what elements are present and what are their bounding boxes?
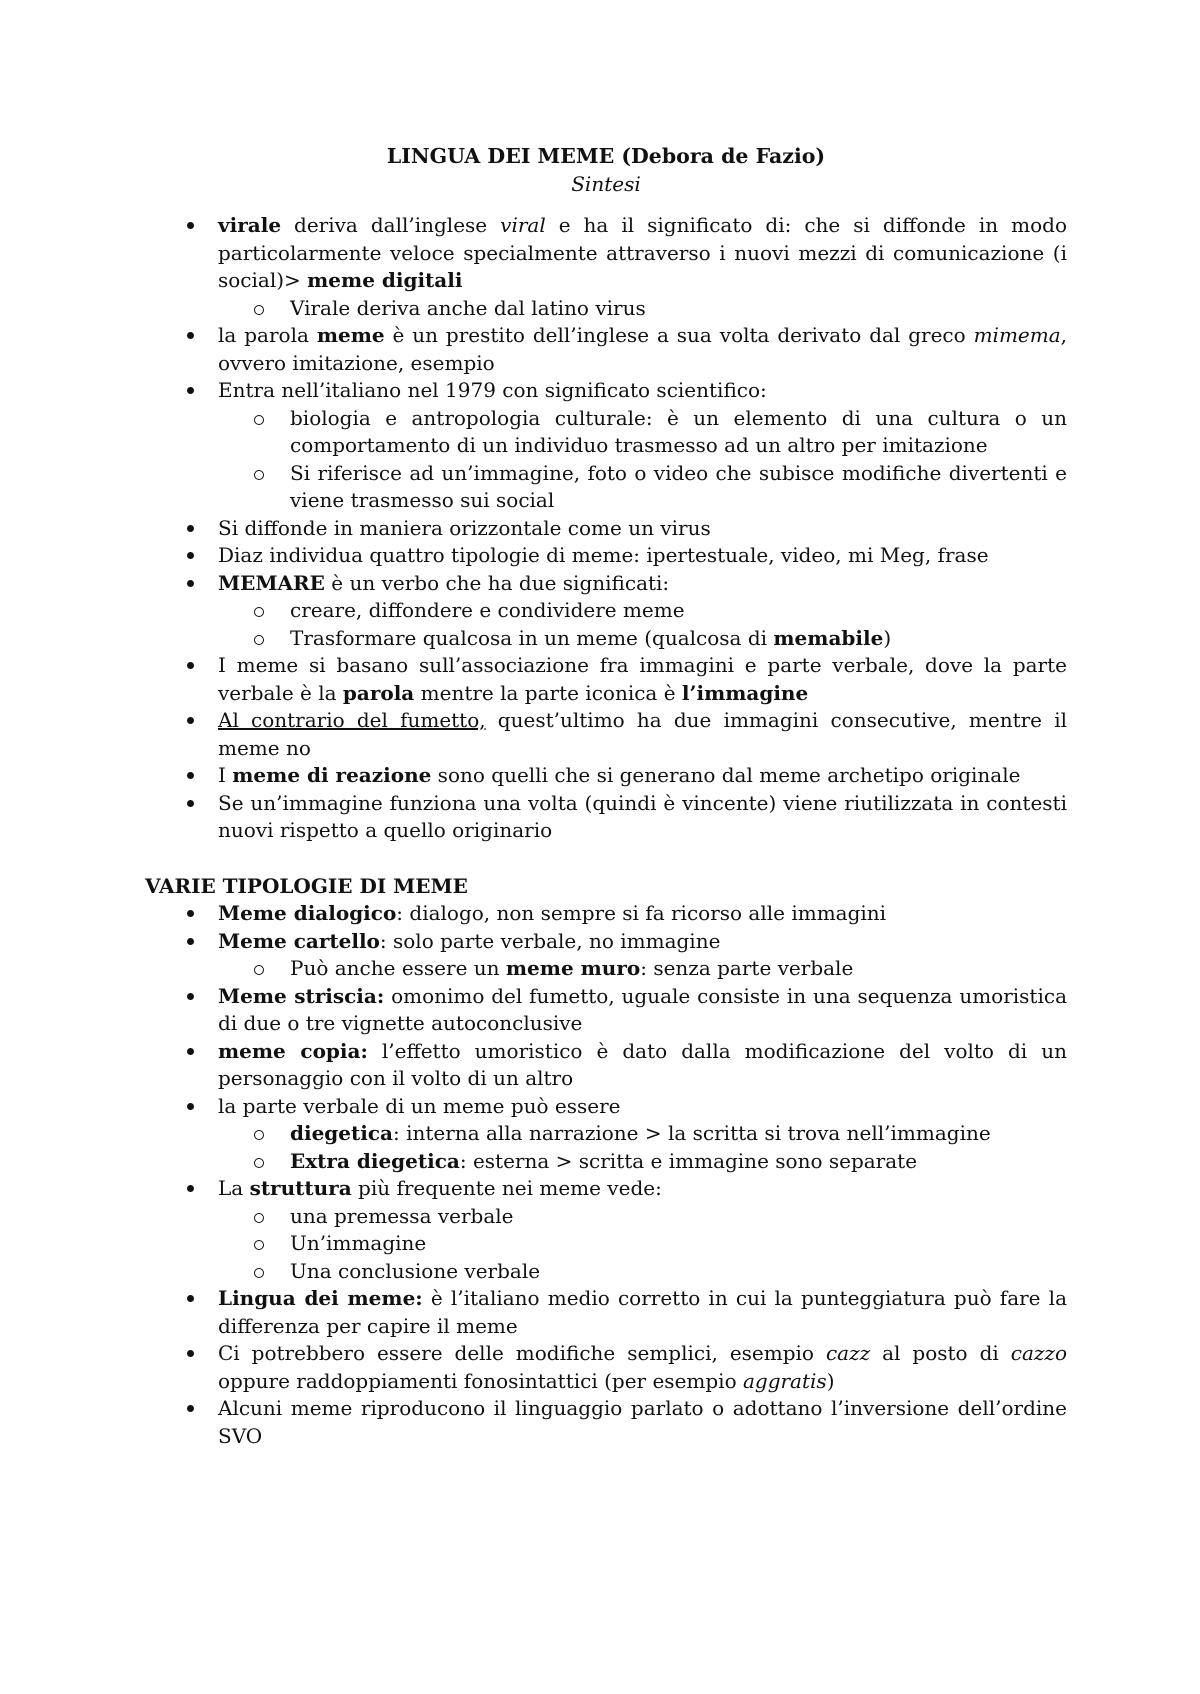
list-item <box>145 570 1067 653</box>
sub-list <box>217 1120 1067 1175</box>
sub-list-item: Una conclusione verbale <box>217 1258 1067 1286</box>
keyword: parola <box>342 680 415 705</box>
text: mentre la parte iconica è <box>414 680 682 705</box>
sub-list-item: Un’immagine <box>217 1230 1067 1258</box>
verbal-structure-list <box>145 1093 1067 1451</box>
list-item <box>145 983 1067 1038</box>
sub-list <box>217 1203 1067 1286</box>
keyword: meme muro <box>505 956 641 980</box>
italic-term: cazzo <box>1010 1341 1067 1365</box>
text: deriva dall’inglese <box>281 213 501 237</box>
text: omonimo del fumetto, uguale consiste in una sequenza umoristica di due o tre vignette autoconclusive <box>218 983 1067 1035</box>
text: Entra nell’italiano nel 1979 con significato scientifico: <box>218 378 767 402</box>
text: : solo parte verbale, no immagine <box>379 928 721 953</box>
sub-list <box>217 295 1067 323</box>
text: Può anche essere un <box>290 956 506 980</box>
text: ) <box>826 1368 835 1393</box>
text: Ci potrebbero essere delle modifiche semplici, esempio <box>218 1341 826 1365</box>
intro-list <box>145 212 1067 845</box>
list-item <box>145 707 1067 762</box>
list-item <box>145 212 1067 322</box>
document-content <box>145 143 1067 1450</box>
text: : senza parte verbale <box>640 956 854 980</box>
text: più frequente nei meme vede: <box>351 1176 662 1200</box>
text: La <box>218 1176 250 1200</box>
text: I <box>218 763 233 787</box>
list-item <box>145 377 1067 515</box>
keyword: Meme dialogico <box>218 901 397 925</box>
text: l’effetto umoristico è dato dalla modificazione del volto di un personaggio con il volto di un altro <box>218 1038 1067 1090</box>
list-item <box>145 1285 1067 1340</box>
keyword: meme di reazione <box>232 763 432 787</box>
sub-list-item: Si riferisce ad un’immagine, foto o video che subisce modifiche divertenti e viene trasmesso sui social <box>217 460 1067 515</box>
text: Trasformare qualcosa in un meme (qualcosa di <box>290 625 774 650</box>
italic-term: cazz <box>825 1341 871 1365</box>
text: e ha il significato di: che si diffonde in modo particolarmente veloce specialmente attraverso i nuovi mezzi di comunicazione (i social)> <box>218 213 1067 292</box>
sub-list-item: creare, diffondere e condividere meme <box>217 597 1067 625</box>
keyword: Meme cartello <box>218 928 380 953</box>
page-title: LINGUA DEI MEME (Debora de Fazio) <box>386 144 826 168</box>
text: : dialogo, non sempre si fa ricorso alle immagini <box>396 901 887 925</box>
list-item: Se un’immagine funziona una volta (quindi è vincente) viene riutilizzata in contesti nuovi rispetto a quello originario <box>145 790 1067 845</box>
text: ) <box>883 625 892 650</box>
page-subtitle: Sintesi <box>571 171 641 196</box>
list-item <box>145 1175 1067 1285</box>
keyword: l’immagine <box>681 680 809 705</box>
sub-list-item <box>217 625 1067 653</box>
text: : interna alla narrazione > la scritta si trova nell’immagine <box>393 1121 991 1145</box>
text: al posto di <box>870 1341 1011 1365</box>
list-item <box>145 1093 1067 1176</box>
list-item: Si diffonde in maniera orizzontale come un virus <box>145 515 1067 543</box>
sub-list-item: Virale deriva anche dal latino virus <box>217 295 1067 323</box>
text: I meme si basano sull’associazione fra immagini e parte verbale, dove la parte verbale è la <box>218 653 1067 705</box>
keyword: Lingua dei meme: <box>218 1286 423 1310</box>
sub-list-item: biologia e antropologia culturale: è un elemento di una cultura o un comportamento di un individuo trasmesso ad un altro per imitazione <box>217 405 1067 460</box>
sub-list-item <box>217 955 1067 983</box>
text: oppure raddoppiamenti fonosintattici (per esempio <box>218 1368 743 1393</box>
text: la parte verbale di un meme può essere <box>218 1093 621 1118</box>
keyword: Meme striscia: <box>218 983 385 1008</box>
keyword: meme copia: <box>218 1038 368 1063</box>
italic-term: aggratis <box>742 1368 827 1393</box>
italic-term: viral <box>500 213 546 237</box>
sub-list-item <box>217 1148 1067 1176</box>
text: la parola <box>218 323 317 347</box>
list-item <box>145 1340 1067 1395</box>
keyword: MEMARE <box>218 570 325 595</box>
text: è un verbo che ha due significati: <box>324 570 670 595</box>
text: è un prestito dell’inglese a sua volta derivato dal greco <box>384 323 974 347</box>
section-heading: VARIE TIPOLOGIE DI MEME <box>145 873 468 898</box>
keyword: diegetica <box>290 1121 393 1145</box>
keyword: memabile <box>773 625 884 650</box>
list-item <box>145 652 1067 707</box>
list-item <box>145 322 1067 377</box>
list-item <box>145 928 1067 983</box>
underlined-text: Al contrario del fumetto, <box>218 708 486 732</box>
list-item <box>145 1038 1067 1093</box>
text: sono quelli che si generano dal meme archetipo originale <box>431 763 1021 787</box>
keyword: Extra diegetica <box>290 1148 460 1173</box>
keyword: virale <box>218 213 282 237</box>
sub-list <box>217 597 1067 652</box>
keyword: meme digitali <box>307 268 463 292</box>
text: quest’ultimo ha due immagini consecutive, mentre il meme no <box>218 708 1067 760</box>
sub-list <box>217 955 1067 983</box>
sub-list <box>217 405 1067 515</box>
list-item: Alcuni meme riproducono il linguaggio parlato o adottano l’inversione dell’ordine SVO <box>145 1395 1067 1450</box>
italic-term: mimema <box>973 323 1061 347</box>
text: è l’italiano medio corretto in cui la punteggiatura può fare la differenza per capire il meme <box>218 1286 1068 1338</box>
keyword: struttura <box>249 1176 352 1200</box>
list-item <box>145 762 1067 790</box>
meme-types-list <box>145 900 1067 1093</box>
sub-list-item <box>217 1120 1067 1148</box>
sub-list-item: una premessa verbale <box>217 1203 1067 1231</box>
text: , ovvero imitazione, esempio <box>218 323 1068 375</box>
keyword: meme <box>316 323 385 347</box>
text: : esterna > scritta e immagine sono separate <box>459 1148 918 1173</box>
list-item: Diaz individua quattro tipologie di meme: ipertestuale, video, mi Meg, frase <box>145 542 1067 570</box>
list-item <box>145 900 1067 928</box>
